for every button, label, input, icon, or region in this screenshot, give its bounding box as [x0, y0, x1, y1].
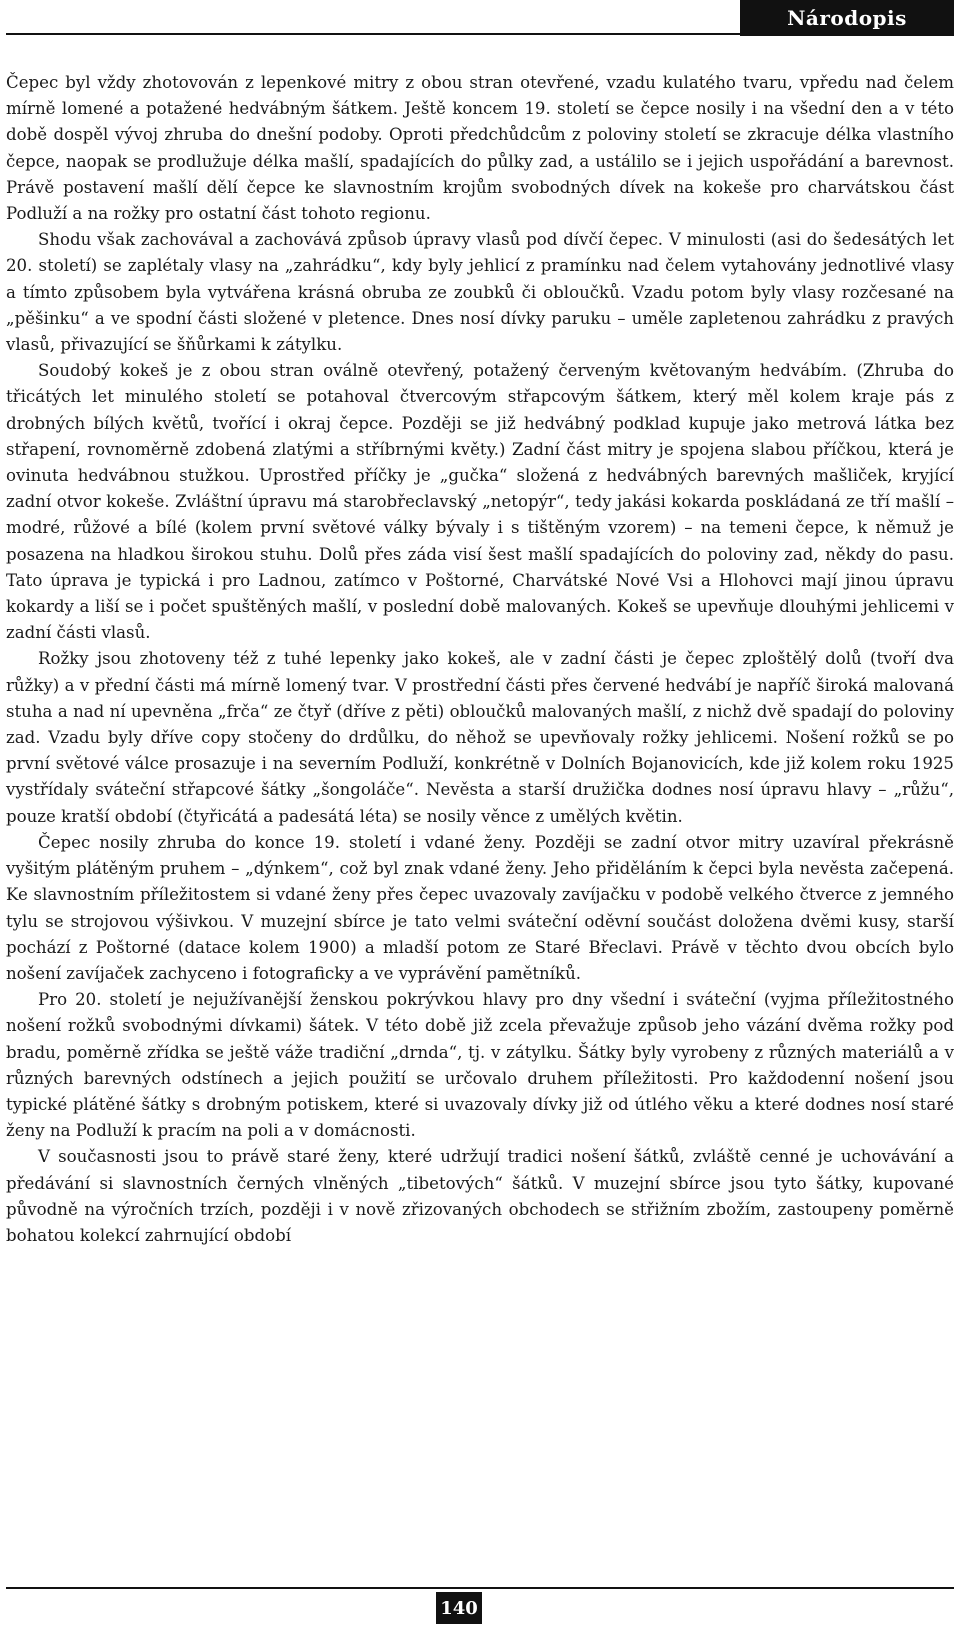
paragraph: Soudobý kokeš je z obou stran oválně otevřený, potažený červeným květovaným hedvábím. (Zhruba do třicátých let minulého století se potahoval čtvercovým střapcovým šátkem, který měl kolem kraje pás z drobných bílých květů, tvořící i okraj čepce. Později se již hedvábný podklad kupuje jako metrová látka bez střapení, rovnoměrně zdobená zlatými a stříbrnými květy.) Zadní část mitry je spojena slabou příčkou, která je ovinuta hedvábnou stužkou. Uprostřed příčky je „gučka“ složená z hedvábných barevných mašliček, kryjící zadní otvor kokeše. Zvláštní úpravu má starobřeclavský „netopýr“, tedy jakási kokarda poskládaná ze tří mašlí – modré, růžové a bílé (kolem první světové války bývaly i s tištěným vzorem) – na temeni čepce, k němuž je posazena na hladkou širokou stuhu. Dolů přes záda visí šest mašlí spadajících do poloviny zad, někdy do pasu. Tato úprava je typická i pro Ladnou, zatímco v Poštorné, Charvátské Nové Vsi a Hlohovci mají jinou úpravu kokardy a liší se i počet spuštěných mašlí, v poslední době malovaných. Kokeš se upevňuje dlouhými jehlicemi v zadní části vlasů.: [6, 361, 954, 643]
page-number: 140: [440, 1597, 478, 1619]
page-number-badge: [436, 1592, 482, 1624]
article-body: [6, 70, 954, 1249]
paragraph: Pro 20. století je nejužívanější ženskou pokrývkou hlavy pro dny všední i sváteční (vyjma příležitostného nošení rožků svobodnými dívkami) šátek. V této době již zcela převažuje způsob jeho vázání dvěma rožky pod bradu, poměrně zřídka se ještě váže tradiční „drnda“, tj. v zátylku. Šátky byly vyrobeny z různých materiálů a v různých barevných odstínech a jejich použití se určovalo druhem příležitosti. Pro každodenní nošení jsou typické plátěné šátky s drobným potiskem, které si uvazovaly dívky již od útlého věku a které dodnes nosí staré ženy na Podluží k pracím na poli a v domácnosti.: [6, 990, 954, 1141]
paragraph: V současnosti jsou to právě staré ženy, které udržují tradici nošení šátků, zvláště cenné je uchovávání a předávání si slavnostních černých vlněných „tibetových“ šátků. V muzejní sbírce jsou tyto šátky, kupované původně na výročních trzích, později i v nově zřizovaných obchodech se střižním zbožím, zastoupeny poměrně bohatou kolekcí zahrnující období: [6, 1147, 954, 1245]
paragraph: Čepec byl vždy zhotovován z lepenkové mitry z obou stran otevřené, vzadu kulatého tvaru, vpředu nad čelem mírně lomené a potažené hedvábným šátkem. Ještě koncem 19. století se čepce nosily i na všední den a v této době dospěl vývoj zhruba do dnešní podoby. Oproti předchůdcům z poloviny století se zkracuje délka vlastního čepce, naopak se prodlužuje délka mašlí, spadajících do půlky zad, a ustálilo se i jejich uspořádání a barevnost. Právě postavení mašlí dělí čepce ke slavnostním krojům svobodných dívek na kokeše pro charvátskou část Podluží a na rožky pro ostatní část tohoto regionu.: [6, 73, 954, 224]
section-title-badge: [740, 0, 954, 36]
paragraph: Rožky jsou zhotoveny též z tuhé lepenky jako kokeš, ale v zadní části je čepec zploštělý dolů (tvoří dva růžky) a v přední části má mírně lomený tvar. V prostřední části přes červené hedvábí je napříč široká malovaná stuha a nad ní upevněna „frča“ ze čtyř (dříve z pěti) obloučků malovaných mašlí, z nichž dvě spadají do poloviny zad. Vzadu byly dříve copy stočeny do drdůlku, do něhož se upevňovaly rožky jehlicemi. Nošení rožků se po první světové válce prosazuje i na severním Podluží, konkrétně v Dolních Bojanovicích, kde již kolem roku 1925 vystřídaly sváteční střapcové šátky „šongoláče“. Nevěsta a starší družička dodnes nosí úpravu hlavy – „růžu“, pouze kratší období (čtyřicátá a padesátá léta) se nosily věnce z umělých květin.: [6, 649, 954, 826]
paragraph: Čepec nosily zhruba do konce 19. století i vdané ženy. Později se zadní otvor mitry uzavíral překrásně vyšitým plátěným pruhem – „dýnkem“, což byl znak vdané ženy. Jeho přiděláním k čepci byla nevěsta začepená. Ke slavnostním příležitostem si vdané ženy přes čepec uvazovaly zavíjačku v podobě velkého čtverce z jemného tylu se strojovou výšivkou. V muzejní sbírce je tato velmi sváteční oděvní součást doložena dvěmi kusy, starší pochází z Poštorné (datace kolem 1900) a mladší potom ze Staré Břeclavi. Právě v těchto dvou obcích bylo nošení zavíjaček zachyceno i fotograficky a ve vyprávění pamětníků.: [6, 832, 954, 983]
section-title: Národopis: [787, 6, 907, 30]
paragraph: Shodu však zachovával a zachovává způsob úpravy vlasů pod dívčí čepec. V minulosti (asi do šedesátých let 20. století) se zaplétaly vlasy na „zahrádku“, kdy byly jehlicí z pramínku nad čelem vytahovány jednotlivé vlasy a tímto způsobem byla vytvářena krásná obruba ze zoubků či obloučků. Vzadu potom byly vlasy rozčesané na „pěšinku“ a ve spodní části složené v pletence. Dnes nosí dívky paruku – uměle zapletenou zahrádku z pravých vlasů, přivazující se šňůrkami k zátylku.: [6, 230, 954, 355]
footer-rule: [6, 1587, 954, 1589]
